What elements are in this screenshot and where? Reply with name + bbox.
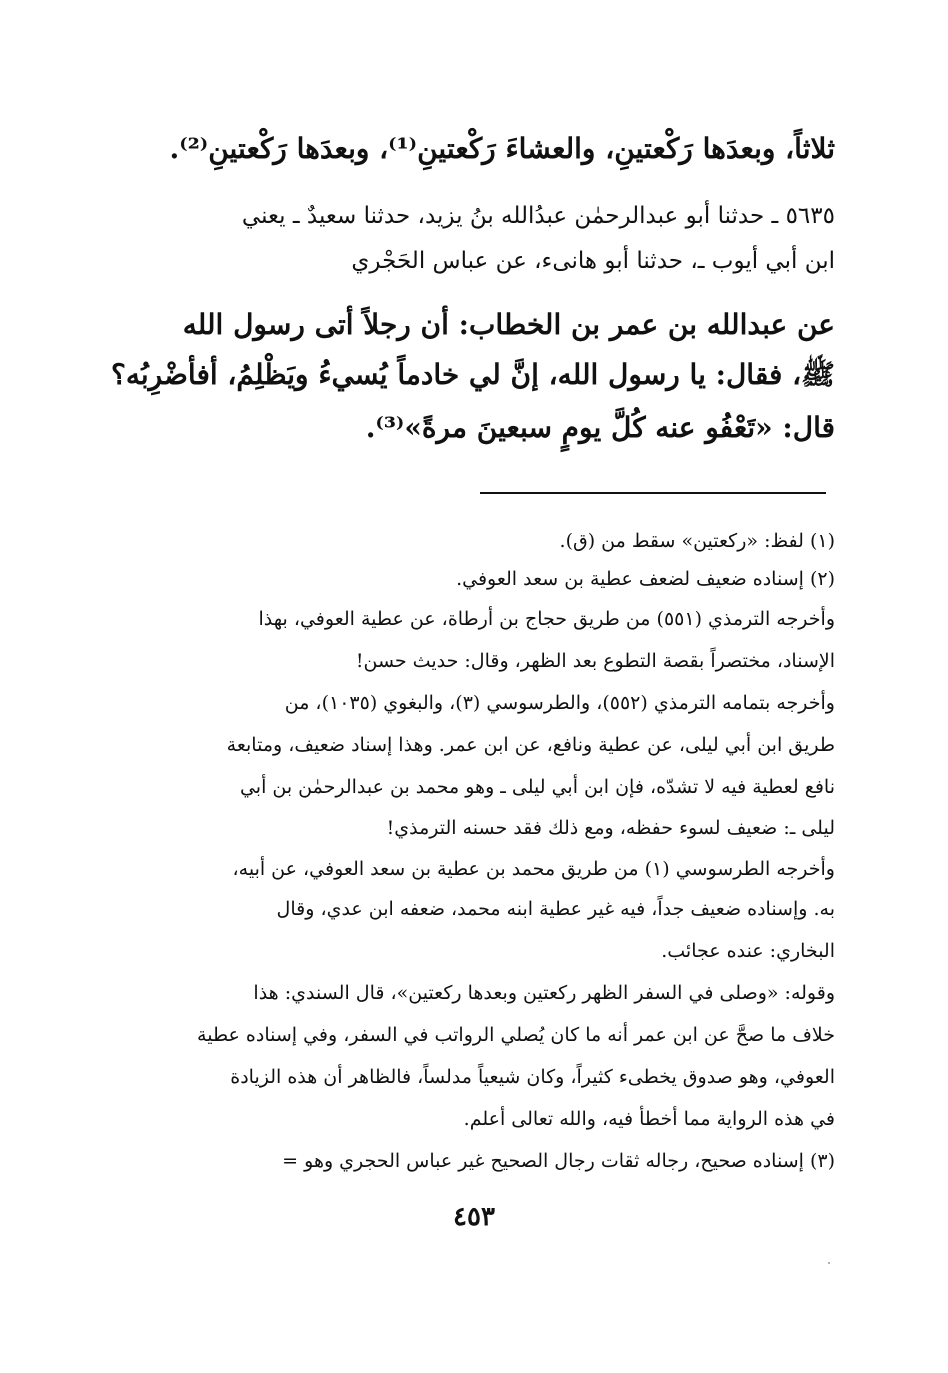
footnote-line: في هذه الرواية مما أخطأ فيه، والله تعالى أعلم. <box>463 1108 835 1130</box>
hadith-chain-line-2: ابن أبي أيوب ـ، حدثنا أبو هانىء، عن عباس الحَجْري <box>351 248 835 274</box>
footnote-line: ليلى ـ: ضعيف لسوء حفظه، ومع ذلك فقد حسنه الترمذي! <box>386 817 835 839</box>
footnote-line: الإسناد، مختصراً بقصة التطوع بعد الظهر، وقال: حديث حسن! <box>355 650 835 672</box>
footnote-line: (١) لفظ: «ركعتين» سقط من (ق). <box>559 530 835 552</box>
footnote-line: وقوله: «وصلى في السفر الظهر ركعتين وبعدها ركعتين»، قال السندي: هذا <box>253 982 835 1004</box>
footnote-line: طريق ابن أبي ليلى، عن عطية ونافع، عن ابن عمر. وهذا إسناد ضعيف، ومتابعة <box>226 734 835 756</box>
footnote-line: وأخرجه الطرسوسي (١) من طريق محمد بن عطية بن سعد العوفي، عن أبيه، <box>232 858 835 880</box>
footnotes <box>130 0 835 1200</box>
footnote-line: البخاري: عنده عجائب. <box>661 940 835 962</box>
hadith-text-line-1: عن عبدالله بن عمر بن الخطاب: أن رجلاً أتى رسول الله <box>182 308 835 341</box>
hadith-chain-line-1: ٥٦٣٥ ـ حدثنا أبو عبدالرحمٰن عبدُالله بنُ يزيد، حدثنا سعيدٌ ـ يعني <box>241 203 835 229</box>
page-number: ٤٥٣ <box>453 1202 495 1232</box>
footnote-line: العوفي، وهو صدوق يخطىء كثيراً، وكان شيعياً مدلساً، فالظاهر أن هذه الزيادة <box>230 1066 835 1088</box>
scan-speck <box>828 1262 830 1264</box>
footnote-line: (٣) إسناده صحيح، رجاله ثقات رجال الصحيح غير عباس الحجري وهو = <box>282 1150 835 1172</box>
footnote-line: وأخرجه الترمذي (٥٥١) من طريق حجاج بن أرطاة، عن عطية العوفي، بهذا <box>258 608 835 630</box>
footnote-line: خلاف ما صحَّ عن ابن عمر أنه ما كان يُصلي الرواتب في السفر، وفي إسناده عطية <box>197 1024 835 1046</box>
footnote-line: نافع لعطية فيه لا تشدّه، فإن ابن أبي ليلى ـ وهو محمد بن عبدالرحمٰن بن أبي <box>239 776 835 798</box>
footnote-line: به. وإسناده ضعيف جداً، فيه غير عطية ابنه محمد، ضعفه ابن عدي، وقال <box>276 898 835 920</box>
hadith-text-line-3: قال: «تَعْفُو عنه كُلَّ يومٍ سبعينَ مرةً»⁽³⁾. <box>365 411 835 444</box>
top-line: ثلاثاً، وبعدَها رَكْعتينِ، والعشاءَ رَكْعتينِ⁽¹⁾، وبعدَها رَكْعتينِ⁽²⁾. <box>169 132 835 165</box>
hadith-text-line-2: ﷺ، فقال: يا رسول الله، إنَّ لي خادماً يُسيءُ ويَظْلِمُ، أفأضْرِبُه؟ <box>111 358 835 391</box>
footnote-line: (٢) إسناده ضعيف لضعف عطية بن سعد العوفي. <box>456 568 835 590</box>
footnote-line: وأخرجه بتمامه الترمذي (٥٥٢)، والطرسوسي (٣)، والبغوي (١٠٣٥)، من <box>284 692 835 714</box>
